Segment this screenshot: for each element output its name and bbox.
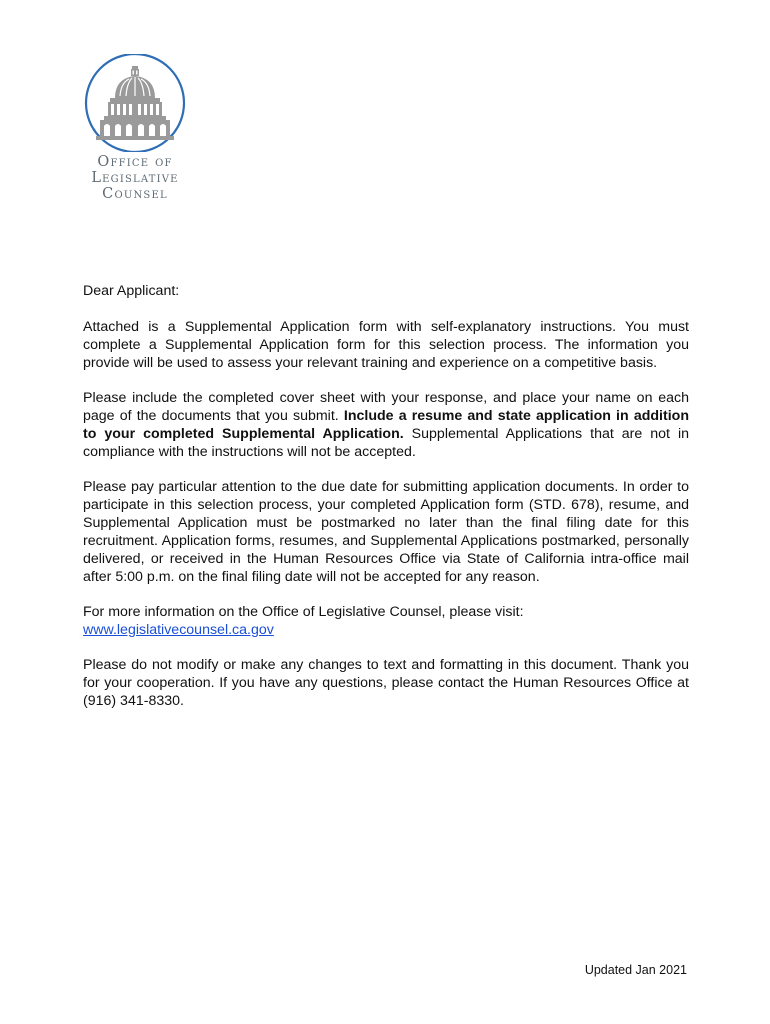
more-info-text: For more information on the Office of Legislative Counsel, please visit: — [83, 604, 524, 620]
capitol-dome-seal-icon — [82, 54, 188, 152]
resume-requirement-bold: Include a resume and state application in addition to your completed Supplemental Application. — [83, 408, 689, 442]
org-name-line-2: Legislative — [91, 170, 179, 186]
website-link[interactable]: www.legislativecounsel.ca.gov — [83, 622, 274, 638]
letter-body — [83, 282, 689, 727]
cover-sheet-text: Please include the completed cover sheet with your response, and place your name on each page of the documents that you submit. — [83, 390, 689, 424]
org-name-line-3: Counsel — [102, 186, 168, 202]
paragraph-instructions: Attached is a Supplemental Application form with self-explanatory instructions. You must complete a Supplemental Application form for this selection process. The information you provide will be used to assess your relevant training and experience on a competitive basis. — [83, 319, 689, 371]
organization-logo — [80, 54, 190, 209]
paragraph-cover-sheet — [83, 389, 689, 461]
paragraph-more-info — [83, 603, 689, 639]
organization-name — [80, 154, 190, 202]
compliance-text: Supplemental Applications that are not in compliance with the instructions will not be accepted. — [83, 426, 689, 460]
salutation: Dear Applicant: — [83, 283, 180, 299]
paragraph-due-date: Please pay particular attention to the due date for submitting application documents. In order to participate in this selection process, your completed Application form (STD. 678), resume, and Supplemental Application must be postmarked no later than the final filing date for this recruitment. Application forms, resumes, and Supplemental Applications postmarked, personally delivered, or received in the Human Resources Office via State of California intra-office mail after 5:00 p.m. on the final filing date will not be accepted for any reason. — [83, 479, 689, 585]
paragraph-contact: Please do not modify or make any changes to text and formatting in this document. Thank you for your cooperation. If you have any questions, please contact the Human Resources Office at (916) 341-8330. — [83, 657, 689, 709]
updated-date: Updated Jan 2021 — [584, 963, 687, 977]
org-name-line-1: Office of — [97, 154, 173, 170]
